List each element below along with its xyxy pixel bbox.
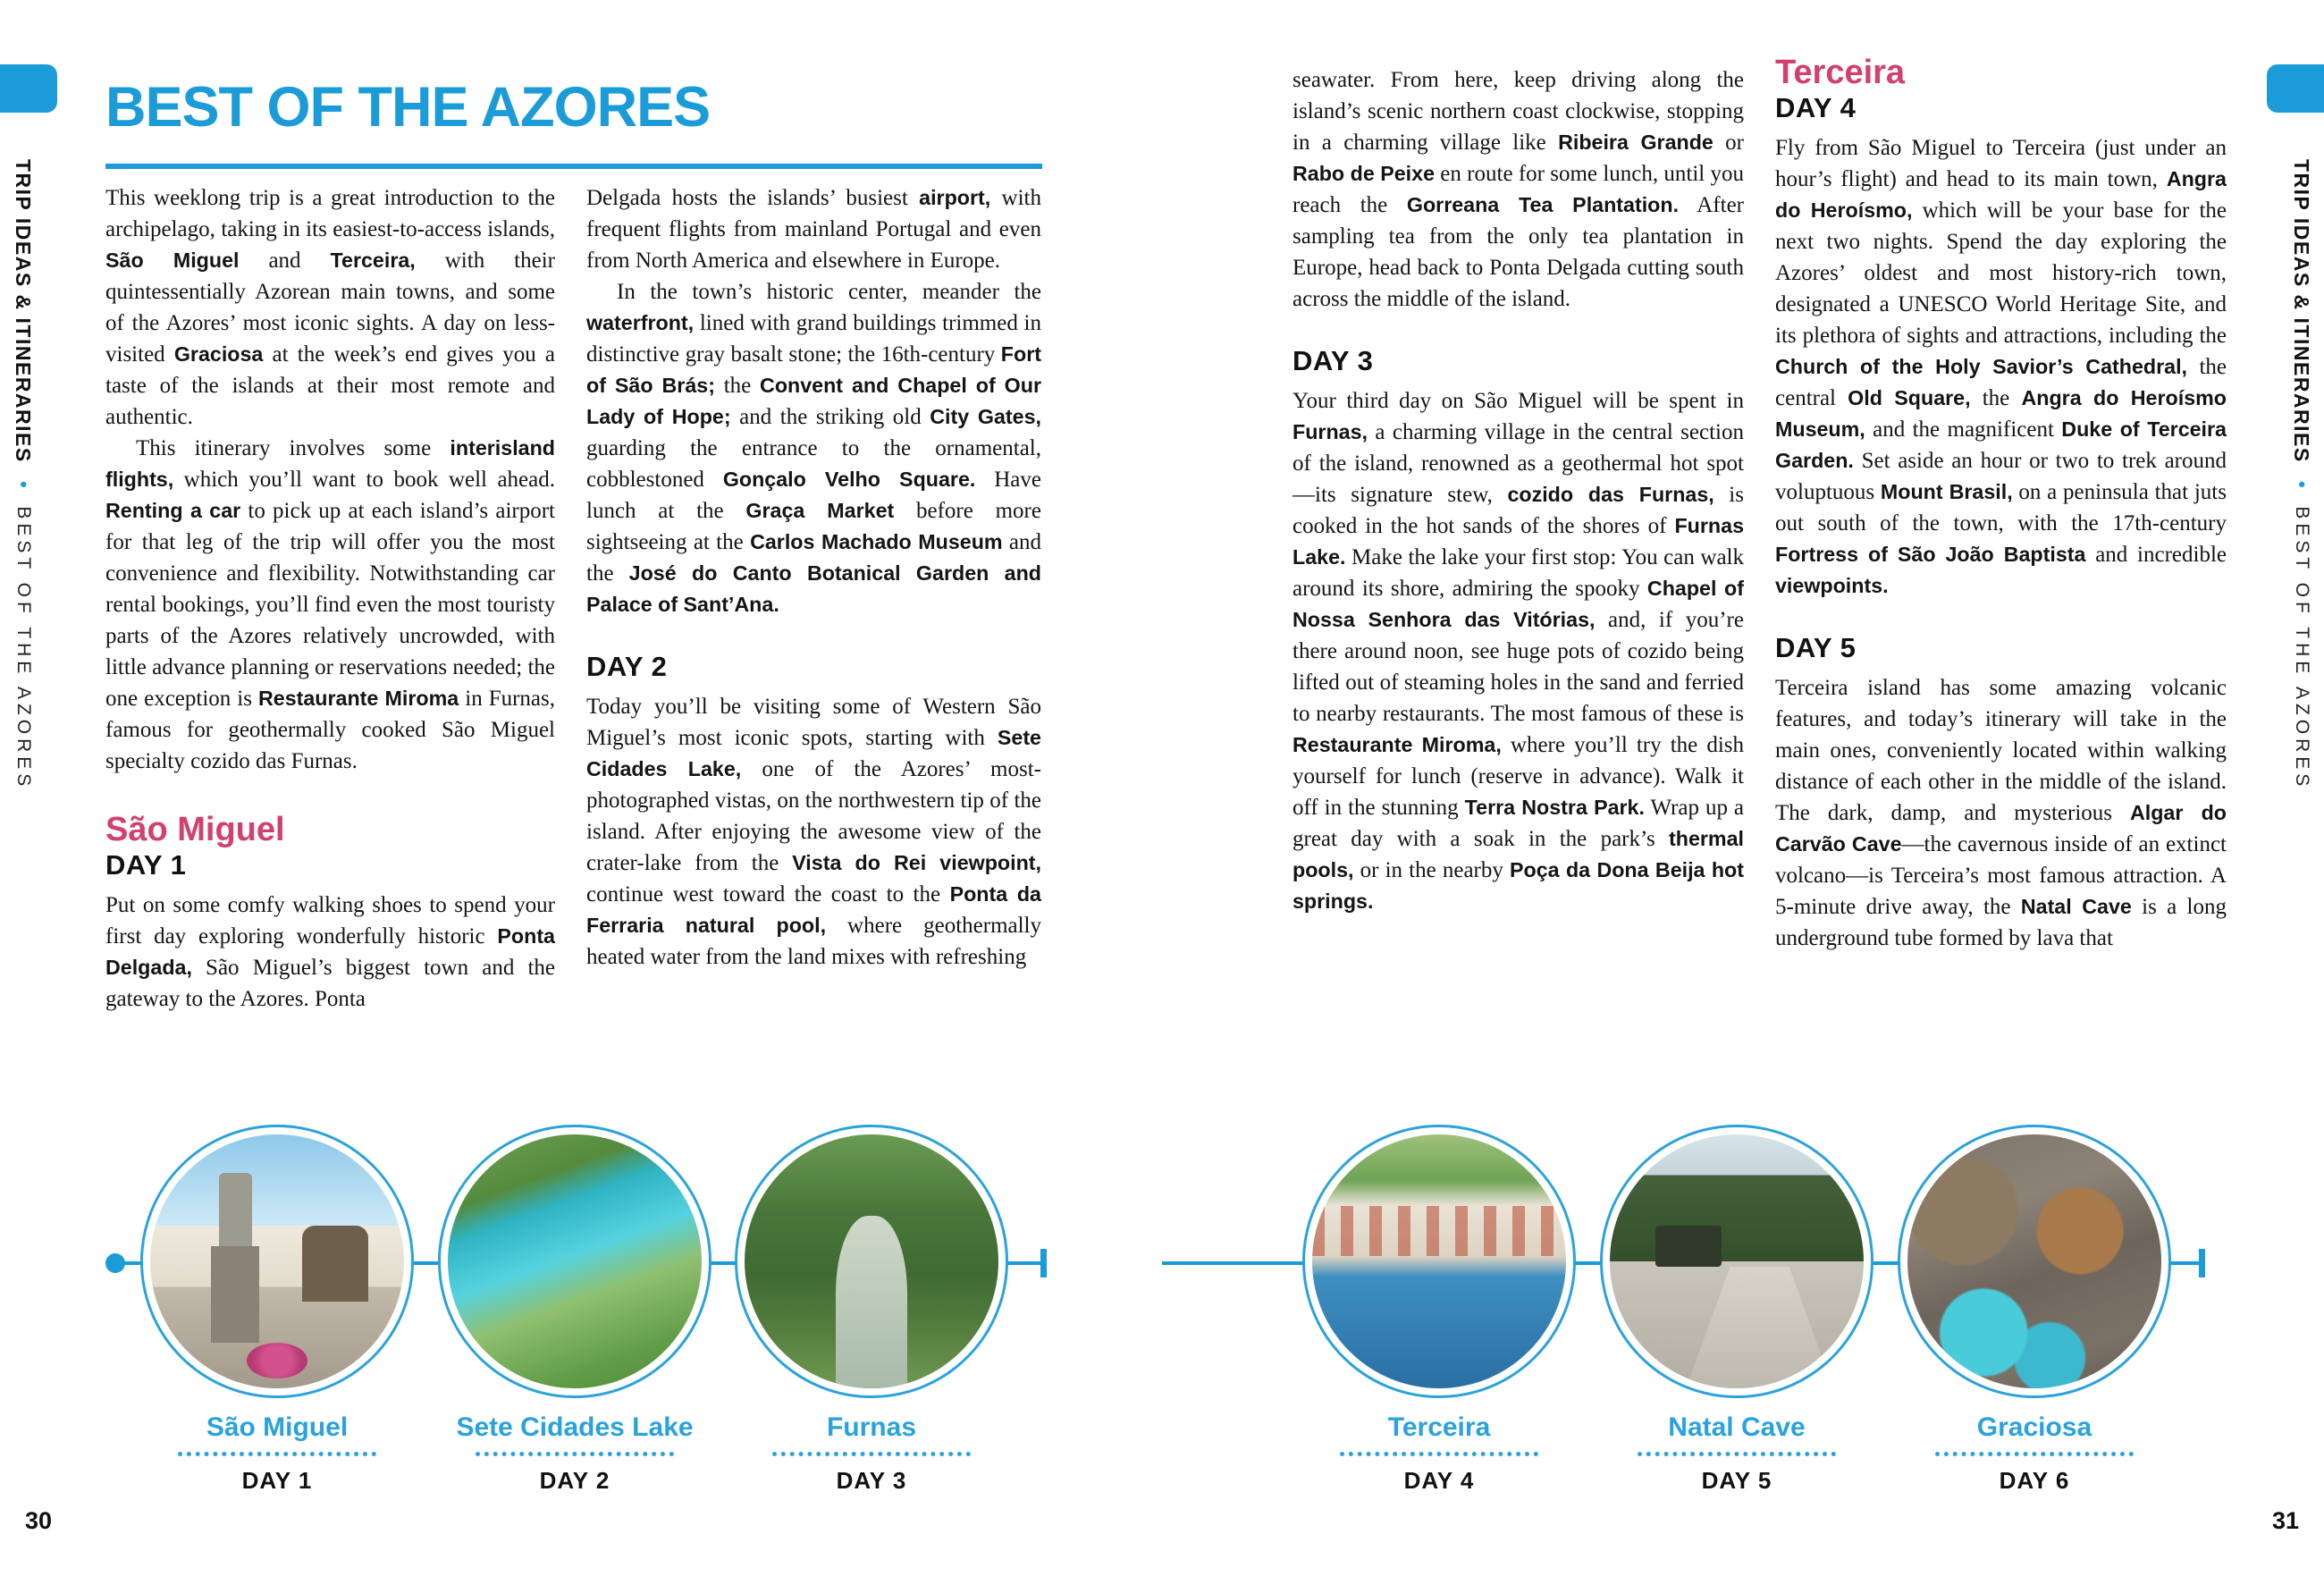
- graciosa-photo: [1907, 1134, 2161, 1388]
- paragraph: Delgada hosts the islands’ busiest airport, with frequent flights from mainland Portugal and even from North America and elsewhere in Europe.: [586, 186, 1041, 273]
- timeline-item: [1598, 1125, 1875, 1495]
- timeline-item: [139, 1125, 416, 1495]
- dotted-rule: [476, 1452, 674, 1456]
- pedestal-shape: [211, 1246, 259, 1343]
- timeline-label: Furnas: [826, 1412, 917, 1442]
- left-page-column-2: [586, 182, 1041, 973]
- timeline-label: Graciosa: [1976, 1412, 2092, 1442]
- dotted-rule: [1935, 1452, 2134, 1456]
- sidebar-chapter-label: BEST OF THE AZORES: [13, 506, 34, 791]
- paragraph: Fly from São Miguel to Terceira (just under an hour’s flight) and head to its main town, Angra do Heroísmo, which will be your base for the next two nights. Spend the day exploring the Azores’ oldest and most history-rich town, designated a UNESCO World Heritage Site, and its plethora of sights and attractions, including the Church of the Holy Savior’s Cathedral, the central Old Square, the Angra do Heroísmo Museum, and the magnificent Duke of Terceira Garden. Set aside an hour or two to trek around voluptuous Mount Brasil, on a peninsula that juts out south of the town, with the 17th-century Fortress of São João Baptista and incredible viewpoints.: [1775, 136, 2227, 597]
- timeline-item: [733, 1125, 1010, 1495]
- timeline-item: [436, 1125, 713, 1495]
- timeline-end-cap-icon: [2199, 1249, 2205, 1277]
- paragraph: Put on some comfy walking shoes to spend your first day exploring wonderfully historic Ponta Delgada, São Miguel’s biggest town and the gateway to the Azores. Ponta: [105, 893, 555, 1011]
- dotted-rule: [178, 1452, 376, 1456]
- bullet-separator-icon: •: [13, 481, 35, 488]
- page-number-left: 30: [25, 1507, 53, 1534]
- day-1-heading: DAY 1: [105, 849, 187, 881]
- running-sidebar: [11, 159, 35, 790]
- page-title: BEST OF THE AZORES: [105, 76, 711, 139]
- section-heading-sao-miguel: São Miguel: [105, 811, 285, 848]
- paragraph: seawater. From here, keep driving along the island’s scenic northern coast clockwise, stopping in a charming village like Ribeira Grande or Rabo de Peixe en route for some lunch, until you reach the Gorreana Tea Plantation. After sampling tea from the only tea plantation in Europe, head back to Ponta Delgada cutting south across the middle of the island.: [1293, 68, 1745, 311]
- running-sidebar: [2289, 159, 2313, 790]
- day-2-heading: DAY 2: [586, 651, 668, 682]
- road-shape: [1686, 1267, 1833, 1388]
- timeline-day: DAY 3: [836, 1467, 907, 1494]
- dotted-rule: [772, 1452, 971, 1456]
- chapter-tab: [0, 64, 57, 113]
- dotted-rule: [1638, 1452, 1836, 1456]
- timeline-day: DAY 6: [1999, 1467, 2070, 1494]
- timeline-label: Sete Cidades Lake: [456, 1412, 694, 1442]
- photo-terceira: [1302, 1125, 1576, 1398]
- photo-graciosa: [1898, 1125, 2171, 1398]
- sidebar-chapter-label: BEST OF THE AZORES: [2292, 506, 2312, 791]
- terceira-photo: [1312, 1134, 1566, 1388]
- paragraph: Today you’ll be visiting some of Western São Miguel’s most iconic spots, starting with Sete Cidades Lake, one of the Azores’ most-photographed vistas, on the northwestern tip of the island. After enjoying the awesome view of the crater-lake from the Vista do Rei viewpoint, continue west toward the coast to the Ponta da Ferraria natural pool, where geothermally heated water from the land mixes with refreshing: [586, 695, 1042, 969]
- photo-natal-cave: [1600, 1125, 1874, 1398]
- sidebar-section-label: TRIP IDEAS & ITINERARIES: [12, 159, 35, 463]
- city-gates-shape: [302, 1226, 368, 1302]
- paragraph: Terceira island has some amazing volcanic features, and today’s itinerary will take in the main ones, conveniently located within walking distance of each other in the middle of the island. The dark, damp, and mysterious Algar do Carvão Cave—the cavernous inside of an extinct volcano—is Terceira’s most famous attraction. A 5-minute drive away, the Natal Cave is a long underground tube formed by lava that: [1775, 676, 2227, 950]
- left-page-column-1: [105, 182, 555, 1015]
- furnas-photo: [745, 1134, 998, 1388]
- timeline-day: DAY 4: [1403, 1467, 1475, 1494]
- title-rule: [105, 164, 1042, 169]
- paragraph: This weeklong trip is a great introduction to the archipelago, taking in its easiest-to-access islands, São Miguel and Terceira, with their quintessentially Azorean main towns, and some of the Azores’ most iconic sights. A day on less-visited Graciosa at the week’s end gives you a taste of the islands at their most remote and authentic.: [105, 186, 556, 429]
- day-3-heading: DAY 3: [1293, 345, 1374, 376]
- natal-cave-photo: [1610, 1134, 1864, 1388]
- sete-cidades-photo: [448, 1134, 702, 1388]
- page-number-right: 31: [2271, 1507, 2299, 1534]
- timeline-day: DAY 1: [241, 1467, 313, 1494]
- sao-miguel-photo: [150, 1134, 404, 1388]
- timeline-end-cap-icon: [1040, 1249, 1047, 1277]
- photo-furnas: [735, 1125, 1008, 1398]
- hut-shape: [1655, 1226, 1722, 1266]
- timeline-item: [1301, 1125, 1578, 1495]
- flowers-shape: [247, 1343, 307, 1378]
- section-heading-terceira: Terceira: [1775, 54, 1906, 91]
- chapter-tab: [2267, 64, 2324, 113]
- right-page-column-1: [1293, 64, 1744, 917]
- timeline-label: Terceira: [1387, 1412, 1491, 1442]
- timeline-day: DAY 5: [1701, 1467, 1772, 1494]
- stream-shape: [836, 1216, 907, 1388]
- right-page-column-2: [1775, 54, 2227, 954]
- paragraph: Your third day on São Miguel will be spent in Furnas, a charming village in the central section of the island, renowned as a geothermal hot spot—its signature stew, cozido das Furnas, is cooked in the hot sands of the shores of Furnas Lake. Make the lake your first stop: You can walk around its shore, admiring the spooky Chapel of Nossa Senhora das Vitórias, and, if you’re there around noon, see huge pots of cozido being lifted out of steaming holes in the sand and ferried to nearby restaurants. The most famous of these is Restaurante Miroma, where you’ll try the dish yourself for lunch (reserve in advance). Walk it off in the stunning Terra Nostra Park. Wrap up a great day with a soak in the park’s thermal pools, or in the nearby Poça da Dona Beija hot springs.: [1293, 389, 1744, 913]
- sidebar-section-label: TRIP IDEAS & ITINERARIES: [2290, 159, 2313, 463]
- day-5-heading: DAY 5: [1775, 632, 1857, 663]
- paragraph: This itinerary involves some interisland flights, which you’ll want to book well ahead. Renting a car to pick up at each island’s airport for that leg of the trip will offer you the most convenience and flexibility. Notwithstanding car rental bookings, you’ll find even the most touristy parts of the Azores relatively uncrowded, with little advance planning or reservations needed; the one exception is Restaurante Miroma in Furnas, famous for geothermally cooked São Miguel specialty cozido das Furnas.: [105, 436, 556, 773]
- photo-sao-miguel: [140, 1125, 414, 1398]
- statue-shape: [219, 1173, 252, 1249]
- dotted-rule: [1340, 1452, 1538, 1456]
- timeline-label: São Miguel: [206, 1412, 349, 1442]
- photo-sete-cidades-lake: [438, 1125, 712, 1398]
- timeline-item: [1896, 1125, 2173, 1495]
- paragraph: In the town’s historic center, meander the waterfront, lined with grand buildings trimmed in distinctive gray basalt stone; the 16th-century Fort of São Brás; the Convent and Chapel of Our Lady of Hope; and the striking old City Gates, guarding the entrance to the ornamental, cobblestoned Gonçalo Velho Square. Have lunch at the Graça Market before more sightseeing at the Carlos Machado Museum and the José do Canto Botanical Garden and Palace of Sant’Ana.: [586, 280, 1042, 616]
- town-roofs-shape: [1312, 1206, 1566, 1257]
- bullet-separator-icon: •: [2291, 481, 2313, 488]
- day-4-heading: DAY 4: [1775, 92, 1857, 123]
- timeline-label: Natal Cave: [1668, 1412, 1806, 1442]
- timeline-day: DAY 2: [539, 1467, 610, 1494]
